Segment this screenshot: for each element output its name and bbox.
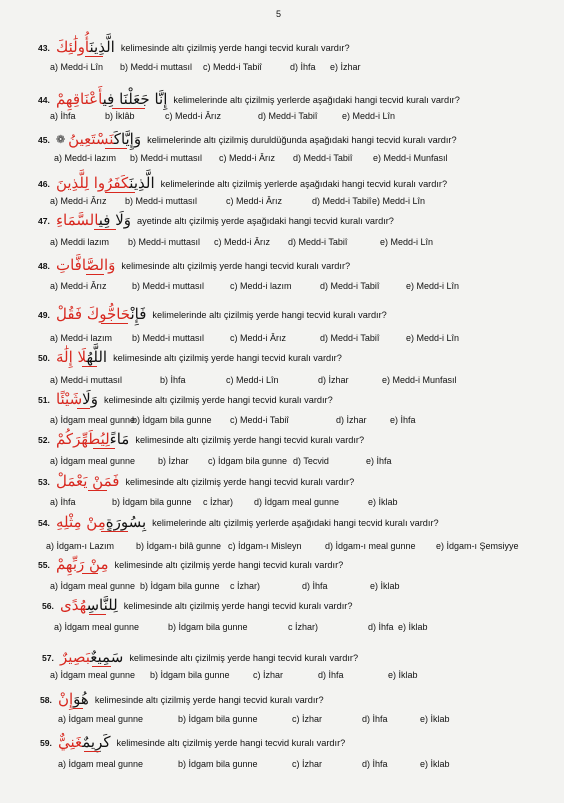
answer-option[interactable]: e) Medd-i Lîn xyxy=(406,333,460,343)
question-text: kelimelerinde altı çizilmiş yerlerde aşağıdaki hangi tecvid kuralı vardır? xyxy=(160,178,448,189)
arabic-phrase xyxy=(58,735,111,750)
answer-option[interactable]: c) Medd-i Ârız xyxy=(230,333,287,343)
question-text: ayetinde altı çizilmiş yerde aşağıdaki hangi tecvid kuralı vardır? xyxy=(137,215,394,226)
answer-option[interactable]: c İzhar) xyxy=(230,581,261,591)
answer-option[interactable]: e) İdgam-ı Şemsiyye xyxy=(436,541,519,551)
answer-option[interactable]: a) İdgam meal gunne xyxy=(50,581,136,591)
answer-option[interactable]: d) İhfa xyxy=(302,581,328,591)
arabic-plain-word: الَّذِينَ xyxy=(129,174,155,192)
question-number: 54. xyxy=(38,517,50,528)
arabic-highlighted-word: شَيْئًا xyxy=(55,390,83,408)
question-stem xyxy=(40,692,324,707)
answer-option[interactable]: a) İdgam meal gunne xyxy=(50,415,136,425)
red-underline xyxy=(92,666,111,667)
arabic-phrase xyxy=(60,598,118,613)
answer-option[interactable]: a) İhfa xyxy=(50,111,76,121)
answer-option[interactable]: d) İhfa xyxy=(318,670,344,680)
answer-option[interactable]: e) Medd-i Munfasıl xyxy=(373,153,448,163)
question-stem xyxy=(38,392,333,407)
answer-option[interactable]: c İzhar) xyxy=(203,497,234,507)
answer-option[interactable]: a) İhfa xyxy=(50,497,76,507)
arabic-phrase xyxy=(56,258,115,273)
question-text: kelimesinde altı çizilmiş yerde hangi tecvid kuralı vardır? xyxy=(113,352,342,363)
answer-option[interactable]: b) İdgam bila gunne xyxy=(178,714,258,724)
arabic-highlighted-word: غَنِيٌّ xyxy=(57,733,83,751)
answer-option[interactable]: e) İklab xyxy=(420,714,450,724)
arabic-plain-word: فَإِنْ xyxy=(130,305,147,323)
answer-option[interactable]: c) Medd-i Lîn xyxy=(226,375,279,385)
arabic-highlighted-word: مِنْ رَبِّهِمْ xyxy=(55,555,109,573)
answer-option[interactable]: a) Medd-i Lîn xyxy=(50,62,104,72)
answer-option[interactable]: a) İdgam meal gunne xyxy=(50,670,136,680)
question-stem xyxy=(38,213,394,228)
answer-option[interactable]: d) İhfa xyxy=(362,759,388,769)
red-underline xyxy=(82,573,98,574)
answer-option[interactable]: b) İdgam bila gunne xyxy=(150,670,230,680)
answer-option[interactable]: b) İdgam-ı bilâ gunne xyxy=(136,541,222,551)
question-text: kelimelerinde altı çizilmiş duruldüğunda aşağıdaki hangi tecvid kuralı vardır? xyxy=(147,134,457,145)
arabic-phrase xyxy=(56,213,131,228)
answer-option[interactable]: d) Medd-i Tabiî xyxy=(312,196,372,206)
arabic-highlighted-word: إِنْ xyxy=(57,690,74,708)
answer-option[interactable]: e) İzhar xyxy=(330,62,361,72)
arabic-highlighted-word: السَّمَاءِ xyxy=(55,211,99,229)
answer-option[interactable]: b) İklâb xyxy=(105,111,135,121)
question-number: 51. xyxy=(38,394,50,405)
answer-option[interactable]: b) İzhar xyxy=(158,456,189,466)
answer-option[interactable]: c) İdgam bila gunne xyxy=(208,456,288,466)
arabic-phrase xyxy=(56,432,129,447)
question-number: 47. xyxy=(38,215,50,226)
arabic-highlighted-word: نَسْتَعِينُ xyxy=(68,130,114,148)
question-text: kelimesinde altı çizilmiş yerde hangi tecvid kuralı vardır? xyxy=(129,652,359,663)
question-text: kelimesinde altı çizilmiş yerde hangi tecvid kuralı vardır? xyxy=(135,434,365,445)
question-stem xyxy=(38,350,342,365)
arabic-highlighted-word: هُدًى xyxy=(59,596,87,614)
arabic-plain-word: بِسُورَةٍ xyxy=(105,513,147,531)
answer-option[interactable]: b) İdgam bila gunne xyxy=(112,497,192,507)
question-stem xyxy=(38,132,457,147)
answer-option[interactable]: a) İdgam meal gunne xyxy=(50,456,136,466)
arabic-phrase xyxy=(56,40,115,55)
arabic-plain-word: لِلنَّاسِ xyxy=(86,596,118,614)
question-text: kelimesinde altı çizilmiş yerde hangi tecvid kuralı vardır? xyxy=(123,600,353,611)
question-number: 57. xyxy=(42,652,54,663)
question-number: 49. xyxy=(38,309,50,320)
arabic-plain-word: مَاءً xyxy=(109,430,130,448)
answer-option[interactable]: e) İklab xyxy=(420,759,450,769)
answer-option[interactable]: a) Medd-i muttasıl xyxy=(50,375,123,385)
answer-option[interactable]: a) İdgam meal gunne xyxy=(58,759,144,769)
answer-option[interactable]: d) Medd-i Tabiî xyxy=(293,153,353,163)
arabic-highlighted-word: وَالصَّافَّاتِ xyxy=(55,256,116,274)
question-stem xyxy=(38,92,460,107)
answer-option[interactable]: d) İdgam-ı meal gunne xyxy=(325,541,416,551)
arabic-highlighted-word: مِنْ مِثْلِهِ xyxy=(55,513,106,531)
question-number: 53. xyxy=(38,476,50,487)
answer-option[interactable]: d) Medd-i Tabiî xyxy=(320,333,380,343)
arabic-plain-word: هُوَ xyxy=(73,690,89,708)
arabic-highlighted-word: أَعْنَاقِهِمْ xyxy=(55,90,103,108)
question-number: 45. xyxy=(38,134,50,145)
question-stem xyxy=(38,40,350,55)
answer-option[interactable]: c) Medd-i Ârız xyxy=(165,111,222,121)
answer-option[interactable]: e) Medd-i Lîn xyxy=(380,237,434,247)
red-underline xyxy=(101,531,128,532)
answer-option[interactable]: c) İzhar xyxy=(292,759,323,769)
arabic-plain-word: وَلَا xyxy=(82,390,98,408)
arabic-phrase xyxy=(58,692,89,707)
arabic-plain-word: وَإِيَّاكَ xyxy=(113,130,142,148)
answer-option[interactable]: c) Medd-i lazım xyxy=(230,281,292,291)
answer-option[interactable]: e) İklab xyxy=(388,670,418,680)
answer-option[interactable]: b) Medd-i muttasıl xyxy=(128,237,201,247)
answer-option[interactable]: c) Medd-i Ârız xyxy=(226,196,283,206)
answer-option[interactable]: d) İzhar xyxy=(336,415,367,425)
answer-option[interactable]: e) Medd-i Lîn xyxy=(372,196,426,206)
answer-option[interactable]: e) İhfa xyxy=(366,456,392,466)
question-number: 55. xyxy=(38,559,50,570)
question-stem xyxy=(38,258,350,273)
answer-option[interactable]: d) İhfa xyxy=(290,62,316,72)
question-text: kelimesinde altı çizilmiş yerde hangi tecvid kuralı vardır? xyxy=(120,42,350,53)
arabic-highlighted-word: فَمَنْ يَعْمَلْ xyxy=(55,472,120,490)
arabic-phrase xyxy=(60,650,123,665)
answer-option[interactable]: a) Medd-i lazım xyxy=(50,333,113,343)
arabic-plain-word: سَمِيعٌ xyxy=(90,648,124,666)
question-stem xyxy=(42,598,352,613)
answer-option[interactable]: c) Medd-i Tabiî xyxy=(203,62,262,72)
red-underline xyxy=(89,614,106,615)
answer-option[interactable]: a) İdgam meal gunne xyxy=(58,714,144,724)
red-underline xyxy=(77,408,90,409)
red-underline xyxy=(101,323,128,324)
question-text: kelimesinde altı çizilmiş yerde hangi tecvid kuralı vardır? xyxy=(103,394,333,405)
answer-option[interactable]: a) Meddi lazım xyxy=(50,237,110,247)
answer-option[interactable]: c) İdgam-ı Misleyn xyxy=(228,541,302,551)
answer-option[interactable]: c) Medd-i Tabiî xyxy=(230,415,289,425)
answer-option[interactable]: d) Medd-i Tabiî xyxy=(320,281,380,291)
red-underline xyxy=(94,229,117,230)
arabic-plain-word: الَّذِينَ xyxy=(89,38,115,56)
answer-option[interactable]: b) Medd-i muttasıl xyxy=(132,333,205,343)
question-text: kelimesinde altı çizilmiş yerde hangi tecvid kuralı vardır? xyxy=(125,476,355,487)
arabic-phrase xyxy=(56,92,167,107)
red-underline xyxy=(88,490,107,491)
question-number: 52. xyxy=(38,434,50,445)
answer-option[interactable]: c İzhar) xyxy=(288,622,319,632)
red-underline xyxy=(112,108,145,109)
arabic-plain-word: وَلَا فِي xyxy=(98,211,132,229)
arabic-phrase xyxy=(56,392,98,407)
answer-option[interactable]: e) İklab xyxy=(398,622,428,632)
arabic-plain-word: إِنَّا جَعَلْنَا فِي xyxy=(102,90,168,108)
question-stem xyxy=(42,650,358,665)
question-text: kelimesinde altı çizilmiş yerde hangi tecvid kuralı vardır? xyxy=(94,694,324,705)
answer-option[interactable]: b) Medd-i muttasıl xyxy=(132,281,205,291)
answer-option[interactable]: e) Medd-i Lîn xyxy=(406,281,460,291)
arabic-phrase xyxy=(56,176,155,191)
question-text: kelimelerinde altı çizilmiş yerlerde aşağıdaki hangi tecvid kuralı vardır? xyxy=(173,94,460,105)
red-underline xyxy=(105,148,127,149)
question-number: 56. xyxy=(42,600,54,611)
question-stem xyxy=(40,735,345,750)
red-underline xyxy=(93,448,115,449)
answer-option[interactable]: e) İhfa xyxy=(390,415,416,425)
question-number: 58. xyxy=(40,694,52,705)
answer-option[interactable]: d) İhfa xyxy=(368,622,394,632)
answer-option[interactable]: a) Medd-i lazım xyxy=(54,153,117,163)
answer-option[interactable]: d) İzhar xyxy=(318,375,349,385)
answer-option[interactable]: c) Medd-i Ârız xyxy=(219,153,276,163)
question-number: 59. xyxy=(40,737,52,748)
answer-option[interactable]: e) İklab xyxy=(368,497,398,507)
answer-option[interactable]: b) İdgam bila gunne xyxy=(178,759,258,769)
arabic-highlighted-word: حَاجُّوكَ فَقُلْ xyxy=(55,305,131,323)
answer-option[interactable]: a) İdgam-ı Lazım xyxy=(46,541,115,551)
arabic-phrase xyxy=(56,557,109,572)
arabic-highlighted-word: أُولَٰئِكَ xyxy=(55,38,90,56)
question-stem xyxy=(38,176,447,191)
arabic-phrase xyxy=(56,307,146,322)
red-underline xyxy=(86,274,104,275)
question-text: kelimelerinde altı çizilmiş yerlerde aşağıdaki hangi tecvid kuralı vardır? xyxy=(152,517,439,528)
red-underline xyxy=(85,56,103,57)
answer-option[interactable]: b) İdgam bila gunne xyxy=(132,415,212,425)
arabic-phrase xyxy=(68,132,141,147)
answer-option[interactable]: d) İdgam meal gunne xyxy=(254,497,340,507)
answer-option[interactable]: d) İhfa xyxy=(362,714,388,724)
arabic-phrase xyxy=(56,515,146,530)
answer-option[interactable]: e) İklab xyxy=(370,581,400,591)
answer-option[interactable]: a) Medd-i Ârız xyxy=(50,196,107,206)
arabic-highlighted-word: لِيُطَهِّرَكُمْ xyxy=(55,430,110,448)
arabic-plain-word: اللَّهُ xyxy=(86,348,108,366)
question-stem xyxy=(38,307,387,322)
question-number: 44. xyxy=(38,94,50,105)
answer-option[interactable]: c) İzhar xyxy=(292,714,323,724)
arabic-highlighted-word: كَفَرُوا لِلَّذِينَ xyxy=(55,174,130,192)
answer-option[interactable]: a) Medd-i Ârız xyxy=(50,281,107,291)
answer-option[interactable]: d) Medd-i Tabiî xyxy=(258,111,318,121)
question-number: 46. xyxy=(38,178,50,189)
answer-option[interactable]: e) Medd-i Lîn xyxy=(342,111,396,121)
question-stem xyxy=(38,557,343,572)
red-underline xyxy=(73,708,82,709)
question-stem xyxy=(38,474,354,489)
answer-option[interactable]: e) Medd-i Munfasıl xyxy=(382,375,457,385)
answer-option[interactable]: b) Medd-i muttasıl xyxy=(125,196,198,206)
arabic-highlighted-word: بَصِيرٌ xyxy=(59,648,91,666)
arabic-plain-word: كَرِيمٌ xyxy=(82,733,111,751)
answer-option[interactable]: b) İdgam bila gunne xyxy=(168,622,248,632)
question-text: kelimesinde altı çizilmiş yerde hangi tecvid kuralı vardır? xyxy=(121,260,351,271)
red-underline xyxy=(84,751,100,752)
page-number: 5 xyxy=(276,9,282,19)
question-number: 50. xyxy=(38,352,50,363)
answer-option[interactable]: b) İdgam bila gunne xyxy=(140,581,220,591)
answer-option[interactable]: d) Tecvid xyxy=(293,456,329,466)
answer-option[interactable]: c) Medd-i Ârız xyxy=(214,237,271,247)
answer-option[interactable]: b) Medd-i muttasıl xyxy=(130,153,203,163)
question-number: 43. xyxy=(38,42,50,53)
question-text: kelimesinde altı çizilmiş yerde hangi tecvid kuralı vardır? xyxy=(116,737,346,748)
question-text: kelimelerinde altı çizilmiş yerde hangi tecvid kuralı vardır? xyxy=(152,309,387,320)
question-number: 48. xyxy=(38,260,50,271)
answer-option[interactable]: c) İzhar xyxy=(253,670,284,680)
question-text: kelimesinde altı çizilmiş yerde hangi tecvid kuralı vardır? xyxy=(114,559,344,570)
red-underline xyxy=(82,366,97,367)
question-stem xyxy=(38,515,439,530)
answer-option[interactable]: d) Medd-i Tabiî xyxy=(288,237,348,247)
answer-option[interactable]: b) Medd-i muttasıl xyxy=(120,62,193,72)
arabic-highlighted-word: لَا إِلَٰهَ xyxy=(55,348,87,366)
arabic-phrase xyxy=(56,474,119,489)
arabic-phrase xyxy=(56,350,107,365)
red-underline xyxy=(105,192,135,193)
answer-option[interactable]: b) İhfa xyxy=(160,375,186,385)
flower-ornament-icon: ❁ xyxy=(55,134,66,146)
answer-option[interactable]: a) İdgam meal gunne xyxy=(54,622,140,632)
question-stem xyxy=(38,432,364,447)
